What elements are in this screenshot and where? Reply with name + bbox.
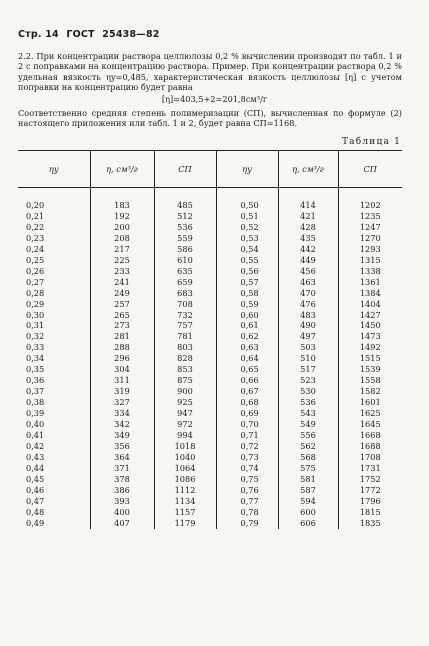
table-cell: 1134 <box>154 496 216 507</box>
table-cell: 0,49 <box>26 517 45 528</box>
table-cell: 0,61 <box>216 320 278 331</box>
table-cell: 925 <box>154 397 216 408</box>
table-cell: 536 <box>154 222 216 233</box>
table-row <box>18 408 402 419</box>
table-cell: 0,76 <box>216 485 278 496</box>
table-row <box>18 441 402 452</box>
table-cell: 503 <box>278 342 338 353</box>
table-cell: 1247 <box>338 222 402 233</box>
table-cell: 0,31 <box>26 320 45 331</box>
table-cell: 0,58 <box>216 288 278 299</box>
table-cell: 757 <box>154 320 216 331</box>
table-cell: 1708 <box>338 452 402 463</box>
table-cell: 1668 <box>338 430 402 441</box>
table-cell: 0,35 <box>26 364 45 375</box>
table-cell: 304 <box>90 364 154 375</box>
table-row <box>18 188 402 211</box>
paragraph-example: 2.2. При концентрации раствора целлюлозы 0,2 % вычислении производят по табл. 1 и 2 с поправками на концентрацию раствора. Пример. При концентрации раствора 0,2 % удельная вязкость ηу=0,485, характеристическая вязкость целлюлозы [η] с учетом поправки на концентрацию будет равна <box>18 51 402 93</box>
table-cell: 732 <box>154 310 216 321</box>
table-cell: 1404 <box>338 299 402 310</box>
table-cell: 0,67 <box>216 386 278 397</box>
col-header-eta-2: η, см³/г <box>278 151 338 188</box>
table-cell: 0,38 <box>26 397 45 408</box>
table-cell: 0,28 <box>26 287 45 298</box>
table-cell: 600 <box>278 507 338 518</box>
table-cell: 0,74 <box>216 463 278 474</box>
table-cell: 497 <box>278 331 338 342</box>
table-cell: 1473 <box>338 331 402 342</box>
table-cell: 803 <box>154 342 216 353</box>
table-cell: 0,26 <box>26 265 45 276</box>
table-caption: Таблица 1 <box>341 137 401 147</box>
table-cell: 0,66 <box>216 375 278 386</box>
table-cell: 0,42 <box>26 440 45 451</box>
table-cell: 708 <box>154 299 216 310</box>
table-cell: 0,48 <box>26 506 45 517</box>
table-cell: 568 <box>278 452 338 463</box>
table-header-row <box>18 151 402 188</box>
table-cell: 0,23 <box>26 232 45 243</box>
table-cell: 428 <box>278 222 338 233</box>
table-cell: 0,39 <box>26 408 45 419</box>
table-row <box>18 364 402 375</box>
table-cell: 1752 <box>338 474 402 485</box>
table-row <box>18 331 402 342</box>
table-cell: 562 <box>278 441 338 452</box>
table-row <box>18 419 402 430</box>
table-cell: 1796 <box>338 496 402 507</box>
table-cell: 0,51 <box>216 211 278 222</box>
table-cell: 1040 <box>154 452 216 463</box>
table-cell: 334 <box>90 408 154 419</box>
table-row <box>18 211 402 222</box>
table-row <box>18 485 402 496</box>
table-cell: 994 <box>154 430 216 441</box>
table-cell: 442 <box>278 244 338 255</box>
table-cell: 972 <box>154 419 216 430</box>
table-cell: 0,27 <box>26 276 45 287</box>
table-cell: 536 <box>278 397 338 408</box>
table-cell: 0,54 <box>216 244 278 255</box>
table-cell: 781 <box>154 331 216 342</box>
table-cell: 1835 <box>338 518 402 529</box>
table-row <box>18 342 402 353</box>
table-cell: 233 <box>90 266 154 277</box>
table-cell: 0,37 <box>26 386 45 397</box>
table-cell: 0,44 <box>26 462 45 473</box>
table-cell: 1293 <box>338 244 402 255</box>
table-cell: 0,45 <box>26 473 45 484</box>
table-row <box>18 474 402 485</box>
table-row <box>18 266 402 277</box>
table-cell: 1235 <box>338 211 402 222</box>
table-row <box>18 320 402 331</box>
table-cell: 0,24 <box>26 243 45 254</box>
table-row <box>18 244 402 255</box>
table-cell: 1450 <box>338 320 402 331</box>
table-cell: 683 <box>154 288 216 299</box>
table-row <box>18 518 402 529</box>
table-cell: 414 <box>278 188 338 211</box>
table-cell: 0,71 <box>216 430 278 441</box>
formula: [η]=403,5+2=201,8см³/г <box>161 94 268 104</box>
col-header-eta-1: η, см³/г <box>90 151 154 188</box>
table-cell: 1772 <box>338 485 402 496</box>
table-cell: 476 <box>278 299 338 310</box>
table-cell: 0,46 <box>26 484 45 495</box>
table-row <box>18 277 402 288</box>
col-header-eta-sp-1: ηу <box>18 151 90 188</box>
table-cell: 0,56 <box>216 266 278 277</box>
table-cell: 0,21 <box>26 210 45 221</box>
table-cell: 1179 <box>154 518 216 529</box>
table-cell: 543 <box>278 408 338 419</box>
table-row <box>18 507 402 518</box>
table-row <box>18 463 402 474</box>
table-cell: 586 <box>154 244 216 255</box>
table-cell: 0,52 <box>216 222 278 233</box>
table-cell: 1731 <box>338 463 402 474</box>
table-cell: 0,29 <box>26 298 45 309</box>
table-cell: 0,77 <box>216 496 278 507</box>
col-header-dp-1: СП <box>154 151 216 188</box>
table-cell: 1625 <box>338 408 402 419</box>
col-header-dp-2: СП <box>338 151 402 188</box>
table-cell: 0,53 <box>216 233 278 244</box>
table-cell: 288 <box>90 342 154 353</box>
page-number: Стр. 14 <box>18 29 59 40</box>
table-cell: 265 <box>90 310 154 321</box>
table-cell: 0,57 <box>216 277 278 288</box>
table-cell: 512 <box>154 211 216 222</box>
table-cell: 342 <box>90 419 154 430</box>
table-cell: 610 <box>154 255 216 266</box>
table-cell: 200 <box>90 222 154 233</box>
table-cell: 530 <box>278 386 338 397</box>
table-cell: 828 <box>154 353 216 364</box>
table-cell: 0,40 <box>26 419 45 430</box>
table-cell: 1427 <box>338 310 402 321</box>
table-cell: 1645 <box>338 419 402 430</box>
table-cell: 257 <box>90 299 154 310</box>
table-cell: 1582 <box>338 386 402 397</box>
table-cell: 0,72 <box>216 441 278 452</box>
table-row <box>18 375 402 386</box>
table-cell: 0,65 <box>216 364 278 375</box>
table-row <box>18 288 402 299</box>
table-cell: 386 <box>90 485 154 496</box>
table-cell: 281 <box>90 331 154 342</box>
table-cell: 1515 <box>338 353 402 364</box>
table-cell: 393 <box>90 496 154 507</box>
table-cell: 470 <box>278 288 338 299</box>
table-cell: 900 <box>154 386 216 397</box>
table-cell: 400 <box>90 507 154 518</box>
table-cell: 241 <box>90 277 154 288</box>
table-cell: 0,34 <box>26 353 45 364</box>
table-cell: 0,68 <box>216 397 278 408</box>
table-cell: 0,55 <box>216 255 278 266</box>
table-cell: 225 <box>90 255 154 266</box>
table-cell: 517 <box>278 364 338 375</box>
table-cell: 349 <box>90 430 154 441</box>
table-row <box>18 496 402 507</box>
table-cell: 1270 <box>338 233 402 244</box>
table-cell: 208 <box>90 233 154 244</box>
table-cell: 456 <box>278 266 338 277</box>
table-row <box>18 386 402 397</box>
table-cell: 296 <box>90 353 154 364</box>
table-cell: 0,22 <box>26 221 45 232</box>
table-row <box>18 430 402 441</box>
table-cell: 559 <box>154 233 216 244</box>
table-cell: 594 <box>278 496 338 507</box>
table-cell: 1338 <box>338 266 402 277</box>
standard-org: ГОСТ <box>66 29 95 40</box>
table-cell: 327 <box>90 397 154 408</box>
table-cell: 575 <box>278 463 338 474</box>
table-cell: 1157 <box>154 507 216 518</box>
table-cell: 192 <box>90 211 154 222</box>
table-cell: 1558 <box>338 375 402 386</box>
table-cell: 319 <box>90 386 154 397</box>
table-cell: 523 <box>278 375 338 386</box>
table-cell: 1315 <box>338 255 402 266</box>
table-row <box>18 310 402 321</box>
table-cell: 371 <box>90 463 154 474</box>
table-cell: 947 <box>154 408 216 419</box>
table-cell: 490 <box>278 320 338 331</box>
table-row <box>18 222 402 233</box>
table-cell: 249 <box>90 288 154 299</box>
table-cell: 273 <box>90 320 154 331</box>
table-cell: 421 <box>278 211 338 222</box>
table-cell: 1202 <box>338 188 402 211</box>
viscosity-table <box>18 150 402 529</box>
table-cell: 0,43 <box>26 451 45 462</box>
standard-number: 25438—82 <box>102 29 160 40</box>
table-cell: 0,69 <box>216 408 278 419</box>
table-cell: 483 <box>278 310 338 321</box>
table-cell: 0,20 <box>26 200 45 210</box>
table-cell: 1361 <box>338 277 402 288</box>
table-cell: 1601 <box>338 397 402 408</box>
table-cell: 0,32 <box>26 331 45 342</box>
table-cell: 0,59 <box>216 299 278 310</box>
table-cell: 0,70 <box>216 419 278 430</box>
table-cell: 1815 <box>338 507 402 518</box>
table-cell: 0,36 <box>26 375 45 386</box>
table-cell: 1492 <box>338 342 402 353</box>
table-cell: 581 <box>278 474 338 485</box>
table-cell: 0,62 <box>216 331 278 342</box>
table-row <box>18 397 402 408</box>
table-cell: 0,63 <box>216 342 278 353</box>
table-cell: 435 <box>278 233 338 244</box>
table-cell: 407 <box>90 518 154 529</box>
table-cell: 449 <box>278 255 338 266</box>
table-cell: 875 <box>154 375 216 386</box>
table-cell: 1539 <box>338 364 402 375</box>
table-cell: 0,41 <box>26 430 45 441</box>
table-cell: 0,47 <box>26 495 45 506</box>
table-cell: 853 <box>154 364 216 375</box>
table-cell: 510 <box>278 353 338 364</box>
table-cell: 1064 <box>154 463 216 474</box>
table-cell: 0,75 <box>216 474 278 485</box>
table-cell: 364 <box>90 452 154 463</box>
table-cell: 1112 <box>154 485 216 496</box>
table-cell: 0,33 <box>26 342 45 353</box>
table-row <box>18 255 402 266</box>
table-cell: 556 <box>278 430 338 441</box>
table-row <box>18 233 402 244</box>
table-cell: 0,79 <box>216 518 278 529</box>
table-cell: 549 <box>278 419 338 430</box>
table-cell: 485 <box>154 188 216 211</box>
table-cell: 1086 <box>154 474 216 485</box>
table-cell: 311 <box>90 375 154 386</box>
table-cell: 0,25 <box>26 254 45 265</box>
table-cell: 587 <box>278 485 338 496</box>
table-cell: 356 <box>90 441 154 452</box>
table-cell: 463 <box>278 277 338 288</box>
table-cell: 217 <box>90 244 154 255</box>
table-cell: 1384 <box>338 288 402 299</box>
table-cell: 1018 <box>154 441 216 452</box>
table-cell: 0,50 <box>216 188 278 211</box>
table-cell: 659 <box>154 277 216 288</box>
table-cell: 183 <box>90 188 154 211</box>
table-cell: 0,60 <box>216 310 278 321</box>
table-cell: 0,64 <box>216 353 278 364</box>
table-row <box>18 353 402 364</box>
table-cell: 378 <box>90 474 154 485</box>
table-cell: 1688 <box>338 441 402 452</box>
table-row <box>18 452 402 463</box>
table-row <box>18 299 402 310</box>
table-cell: 635 <box>154 266 216 277</box>
table-cell: 0,73 <box>216 452 278 463</box>
page-header <box>18 29 164 40</box>
col-header-eta-sp-2: ηу <box>216 151 278 188</box>
paragraph-result: Соответственно средняя степень полимеризации (СП), вычисленная по формуле (2) настоящего приложения или табл. 1 и 2, будет равна СП=1168. <box>18 108 402 129</box>
table-cell: 0,30 <box>26 309 45 320</box>
table-cell: 606 <box>278 518 338 529</box>
table-cell: 0,78 <box>216 507 278 518</box>
